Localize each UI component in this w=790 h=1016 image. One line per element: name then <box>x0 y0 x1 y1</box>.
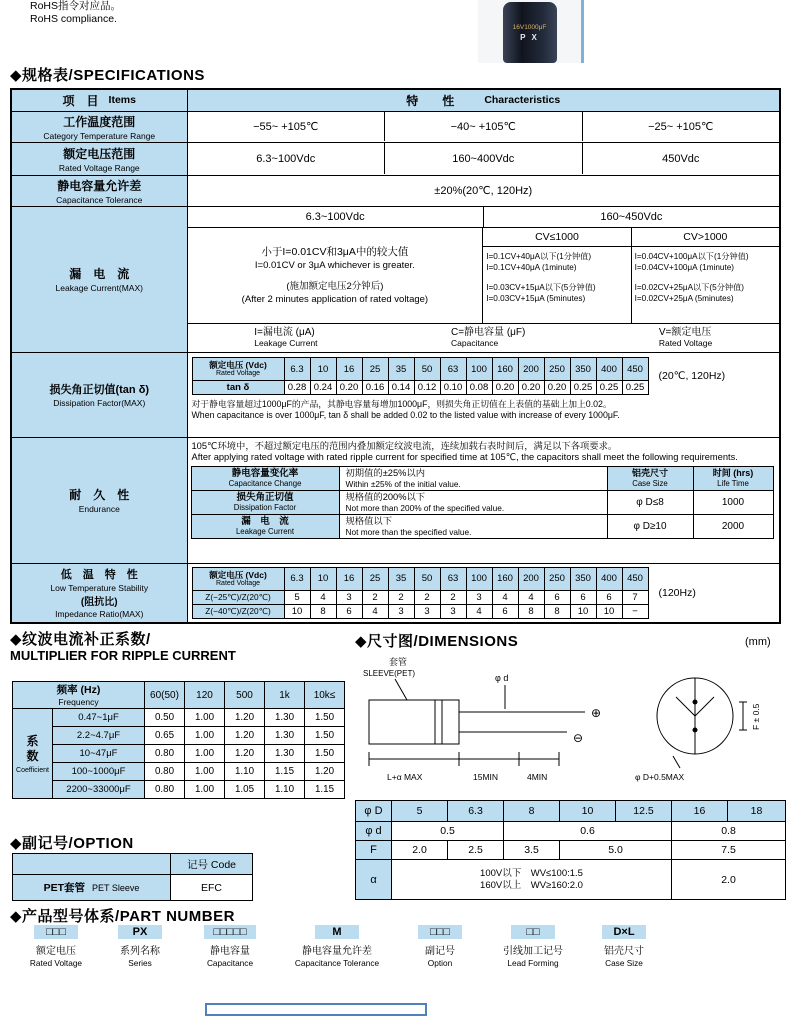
voltage-value-cell: 50 <box>414 358 440 381</box>
lead-spacing-value: 2.5 <box>448 841 504 860</box>
impedance-ratio-cell: − <box>622 604 648 618</box>
segment-label-en: Lead Forming <box>507 958 559 968</box>
tan-delta-value-cell: 0.08 <box>466 381 492 395</box>
volt-range-1: 6.3~100Vdc <box>256 152 316 165</box>
impedance-ratio-cell: 3 <box>440 604 466 618</box>
impedance-ratio-cell: 8 <box>310 604 336 618</box>
legend-item: V=额定电压 Rated Voltage <box>658 327 713 348</box>
characteristics-header-cell: 特 性 Characteristics <box>187 89 780 111</box>
part-number-segment <box>484 925 582 968</box>
segment-label-cn: 引线加工记号 <box>503 946 563 957</box>
specifications-table <box>10 88 781 624</box>
multiplier-value: 1.00 <box>185 745 225 763</box>
cv-spec-line: I=0.02CV+25μA (5minutes) <box>634 294 734 303</box>
dimension-drawing <box>355 652 785 797</box>
impedance-ratio-cell: 2 <box>440 590 466 604</box>
impedance-ratio-cell: 6 <box>336 604 362 618</box>
next-section-cutoff-box <box>205 1003 427 1016</box>
impedance-ratio-cell: 3 <box>414 604 440 618</box>
volt-range-3: 450Vdc <box>582 143 780 174</box>
voltage-value-cell: 400 <box>596 567 622 590</box>
segment-label-en: Rated Voltage <box>29 958 83 968</box>
tan-delta-note: 对于静电容量超过1000μF的产品，其静电容量每增加1000μF，则损失角正切值在上表值的基础上加上0.02。 When capacitance is over 1000μF, tan δ shall be added 0.02 to the listed value with increase of every 1000μF. <box>191 399 620 420</box>
ripple-multiplier-table <box>12 681 345 799</box>
tan-delta-row-label: tan δ <box>192 381 284 395</box>
impedance-ratio-cell: 6 <box>596 590 622 604</box>
tolerance-label: 静电容量允许差 Capacitance Tolerance <box>11 175 187 206</box>
dimensions-title: ◆尺寸图/DIMENSIONS <box>355 633 519 650</box>
tan-delta-value-cell: 0.14 <box>388 381 414 395</box>
lead-diameter-value: 0.8 <box>672 822 786 841</box>
z-minus40-row-label: Z(−40℃)/Z(20℃) <box>192 604 284 618</box>
segment-label-en: Capacitance <box>206 958 254 968</box>
impedance-ratio-cell: 6 <box>492 604 518 618</box>
impedance-ratio-cell: 3 <box>466 590 492 604</box>
rated-voltage-header: 额定电压 (Vdc) Rated Voltage <box>192 567 284 590</box>
segment-label-en: Series <box>128 958 152 968</box>
part-number-box: □□ <box>511 925 555 939</box>
dissipation-factor-content <box>187 352 780 437</box>
part-number-segment <box>278 925 396 968</box>
tan-delta-value-cell: 0.25 <box>570 381 596 395</box>
frequency-column: 120 <box>185 682 225 709</box>
segment-label-cn: 系列名称 <box>120 946 160 957</box>
lead-length-label: 15MIN <box>473 772 499 782</box>
frequency-column: 10k≤ <box>305 682 345 709</box>
impedance-ratio-cell: 8 <box>544 604 570 618</box>
part-number-diagram <box>14 925 666 968</box>
leakage-legend <box>188 323 780 351</box>
multiplier-value: 1.50 <box>305 745 345 763</box>
pet-sleeve-label: PET套管 PET Sleeve <box>13 875 171 901</box>
leakage-range-high: 160~450Vdc <box>483 207 779 227</box>
tan-delta-table <box>192 357 649 395</box>
multiplier-value: 1.00 <box>185 709 225 727</box>
alpha-value-right: 2.0 <box>672 860 786 900</box>
voltage-value-cell: 63 <box>440 567 466 590</box>
impedance-ratio-cell: 6 <box>544 590 570 604</box>
multiplier-value: 1.10 <box>265 781 305 799</box>
multiplier-value: 1.05 <box>225 781 265 799</box>
dimensions-table <box>355 800 786 900</box>
legend-item: C=静电容量 (μF) Capacitance <box>451 327 526 348</box>
lead-spacing-value: 3.5 <box>504 841 560 860</box>
z-minus25-row-label: Z(−25℃)/Z(20℃) <box>192 590 284 604</box>
minus-polarity-icon: ⊖ <box>573 731 584 745</box>
endurance-content <box>187 437 780 563</box>
impedance-ratio-cell: 10 <box>596 604 622 618</box>
impedance-ratio-table <box>192 567 649 619</box>
impedance-ratio-cell: 10 <box>570 604 596 618</box>
tan-delta-value-cell: 0.24 <box>310 381 336 395</box>
segment-label-en: Capacitance Tolerance <box>294 958 380 968</box>
tan-delta-value-cell: 0.20 <box>544 381 570 395</box>
endurance-requirement: 规格值以下 Not more than the specified value. <box>339 514 607 538</box>
multiplier-value: 1.00 <box>185 763 225 781</box>
voltage-value-cell: 450 <box>622 567 648 590</box>
voltage-value-cell: 10 <box>310 358 336 381</box>
impedance-ratio-cell: 4 <box>518 590 544 604</box>
part-number-box: D×L <box>602 925 646 939</box>
voltage-value-cell: 35 <box>388 567 414 590</box>
part-number-title: ◆产品型号体系/PART NUMBER <box>10 908 235 925</box>
tan-delta-value-cell: 0.28 <box>284 381 310 395</box>
voltage-value-cell: 350 <box>570 567 596 590</box>
impedance-ratio-cell: 4 <box>492 590 518 604</box>
lead-spacing-value: 7.5 <box>672 841 786 860</box>
voltage-value-cell: 250 <box>544 358 570 381</box>
option-blank-cell <box>13 854 171 875</box>
segment-label-cn: 静电容量允许差 <box>302 946 372 957</box>
capacitance-range: 0.47~1μF <box>53 709 145 727</box>
rohs-note-en: RoHS compliance. <box>30 13 117 25</box>
pet-sleeve-code: EFC <box>171 875 253 901</box>
lead-tip-label: 4MIN <box>527 772 548 782</box>
tan-delta-value-cell: 0.20 <box>518 381 544 395</box>
part-number-segment <box>582 925 666 968</box>
voltage-value-cell: 16 <box>336 358 362 381</box>
capacitance-range: 2200~33000μF <box>53 781 145 799</box>
capacitance-range: 100~1000μF <box>53 763 145 781</box>
cv-spec-line: I=0.1CV+40μA (1minute) <box>486 263 577 272</box>
tan-delta-value-cell: 0.12 <box>414 381 440 395</box>
tan-delta-value-cell: 0.20 <box>336 381 362 395</box>
impedance-ratio-cell: 3 <box>336 590 362 604</box>
part-number-box: □□□ <box>418 925 462 939</box>
sleeve-label-en: SLEEVE(PET) <box>363 669 416 678</box>
code-header: 记号 Code <box>171 854 253 875</box>
voltage-value-cell: 16 <box>336 567 362 590</box>
leakage-low-voltage-spec <box>188 228 484 323</box>
cv-low-header: CV≤1000 <box>535 231 579 243</box>
capacitor-photo <box>478 0 584 63</box>
sleeve-label-cn: 套管 <box>389 657 408 667</box>
case-diameter-value: 18 <box>728 801 786 822</box>
part-number-segment <box>98 925 182 968</box>
multiplier-value: 1.00 <box>185 781 225 799</box>
leakage-current-content <box>187 206 780 352</box>
leakage-current-label: 漏 电 流 Leakage Current(MAX) <box>11 206 187 352</box>
voltage-value-cell: 63 <box>440 358 466 381</box>
endurance-item: 损失角正切值 Dissipation Factor <box>191 490 339 514</box>
voltage-value-cell: 100 <box>466 358 492 381</box>
part-number-box: PX <box>118 925 162 939</box>
segment-label-cn: 副记号 <box>425 946 455 957</box>
part-number-box: □□□ <box>34 925 78 939</box>
case-diameter-value: 10 <box>560 801 616 822</box>
cv-high-spec <box>631 247 779 323</box>
voltage-value-cell: 6.3 <box>284 358 310 381</box>
tan-delta-condition: (20℃, 120Hz) <box>658 370 726 382</box>
voltage-range-label: 额定电压范围 Rated Voltage Range <box>11 142 187 175</box>
case-diameter-value: 16 <box>672 801 728 822</box>
option-table <box>12 853 253 901</box>
cv-spec-line: I=0.1CV+40μA以下(1分钟值) <box>486 252 592 261</box>
cv-spec-line: I=0.02CV+25μA以下(5分钟值) <box>634 283 745 292</box>
voltage-value-cell: 160 <box>492 358 518 381</box>
capacitance-range: 2.2~4.7μF <box>53 727 145 745</box>
specifications-title: ◆规格表/SPECIFICATIONS <box>10 67 205 84</box>
impedance-ratio-cell: 6 <box>570 590 596 604</box>
tan-delta-value-cell: 0.20 <box>492 381 518 395</box>
cv-spec-line: I=0.04CV+100μA (1minute) <box>634 263 735 272</box>
multiplier-value: 0.65 <box>145 727 185 745</box>
impedance-ratio-cell: 2 <box>362 590 388 604</box>
voltage-value-cell: 450 <box>622 358 648 381</box>
tan-delta-value-cell: 0.25 <box>622 381 648 395</box>
temp-range-3: −25~ +105℃ <box>582 112 780 141</box>
multiplier-value: 1.20 <box>225 709 265 727</box>
endurance-intro: 105℃环境中，不超过额定电压的范围内叠加额定纹波电流，连续加载右表时间后，满足以下各项要求。 After applying rated voltage with rated ripple current for specified time at 105℃, the capacitors shall meet the following requirements. <box>191 440 738 462</box>
tan-delta-value-cell: 0.10 <box>440 381 466 395</box>
impedance-ratio-cell: 4 <box>310 590 336 604</box>
life-time-value: 1000 <box>693 490 773 514</box>
voltage-range-values <box>187 142 780 175</box>
segment-label-cn: 铝壳尺寸 <box>604 946 644 957</box>
part-number-segment <box>14 925 98 968</box>
impedance-ratio-cell: 4 <box>362 604 388 618</box>
endurance-requirement: 规格值的200%以下 Not more than 200% of the specified value. <box>339 490 607 514</box>
voltage-value-cell: 100 <box>466 567 492 590</box>
part-number-segment <box>182 925 278 968</box>
voltage-value-cell: 160 <box>492 567 518 590</box>
case-size-value: φ D≤8 <box>607 490 693 514</box>
endurance-requirement: 初期值的±25%以内 Within ±25% of the initial value. <box>339 466 607 490</box>
endurance-label: 耐 久 性 Endurance <box>11 437 187 563</box>
voltage-value-cell: 25 <box>362 567 388 590</box>
temp-range-1: −55~ +105℃ <box>253 121 319 133</box>
lead-spacing-value: 5.0 <box>560 841 672 860</box>
life-time-header: 时间 (hrs) Life Time <box>693 466 773 490</box>
cv-high-header: CV>1000 <box>631 228 779 246</box>
lead-diameter-value: 0.5 <box>392 822 504 841</box>
voltage-value-cell: 35 <box>388 358 414 381</box>
multiplier-value: 0.80 <box>145 745 185 763</box>
alpha-row-label: α <box>356 860 392 900</box>
impedance-condition: (120Hz) <box>658 586 696 599</box>
multiplier-value: 1.00 <box>185 727 225 745</box>
voltage-value-cell: 350 <box>570 358 596 381</box>
case-diameter-row-label: φ D <box>356 801 392 822</box>
voltage-value-cell: 50 <box>414 567 440 590</box>
segment-label-en: Case Size <box>605 958 643 968</box>
endurance-item: 漏 电 流 Leakage Current <box>191 514 339 538</box>
frequency-column: 60(50) <box>145 682 185 709</box>
leakage-spec-line: (施加额定电压2分钟后) <box>286 280 384 292</box>
voltage-value-cell: 10 <box>310 567 336 590</box>
voltage-value-cell: 25 <box>362 358 388 381</box>
frequency-column: 1k <box>265 682 305 709</box>
voltage-value-cell: 6.3 <box>284 567 310 590</box>
voltage-value-cell: 200 <box>518 358 544 381</box>
segment-label-cn: 静电容量 <box>210 946 250 957</box>
tan-delta-value-cell: 0.25 <box>596 381 622 395</box>
multiplier-value: 1.20 <box>225 745 265 763</box>
voltage-value-cell: 400 <box>596 358 622 381</box>
cv-spec-line: I=0.03CV+15μA以下(5分钟值) <box>486 283 596 292</box>
leakage-range-low: 6.3~100Vdc <box>305 211 365 223</box>
part-number-box: M <box>315 925 359 939</box>
dissipation-factor-label: 损失角正切值(tan δ) Dissipation Factor(MAX) <box>11 352 187 437</box>
multiplier-value: 1.50 <box>305 727 345 745</box>
impedance-ratio-cell: 7 <box>622 590 648 604</box>
life-time-value: 2000 <box>693 514 773 538</box>
rohs-note-cn: RoHS指令对应品。 <box>30 0 122 12</box>
multiplier-value: 1.20 <box>225 727 265 745</box>
lead-spacing-value: 2.0 <box>392 841 448 860</box>
voltage-value-cell: 250 <box>544 567 570 590</box>
low-temperature-label: 低 温 特 性 Low Temperature Stability (阻抗比) Impedance Ratio(MAX) <box>11 563 187 623</box>
cv-spec-line: I=0.04CV+100μA以下(1分钟值) <box>634 252 749 261</box>
lead-spacing-label: F ± 0.5 <box>751 703 761 730</box>
case-diameter-value: 6.3 <box>448 801 504 822</box>
temp-range-2: −40~ +105℃ <box>384 112 582 141</box>
option-title: ◆副记号/OPTION <box>10 835 134 852</box>
tolerance-value: ±20%(20℃, 120Hz) <box>187 175 780 206</box>
multiplier-value: 1.15 <box>305 781 345 799</box>
case-diameter-label: φ D+0.5MAX <box>635 772 685 782</box>
impedance-ratio-cell: 10 <box>284 604 310 618</box>
lead-diameter-value: 0.6 <box>504 822 672 841</box>
endurance-table <box>191 466 774 539</box>
multiplier-value: 1.10 <box>225 763 265 781</box>
leakage-spec-line: 小于I=0.01CV和3μA中的较大值 <box>261 245 409 258</box>
rated-voltage-header: 额定电压 (Vdc) Rated Voltage <box>192 358 284 381</box>
multiplier-value: 0.50 <box>145 709 185 727</box>
impedance-ratio-cell: 4 <box>466 604 492 618</box>
items-header-cell: 项 目 Items <box>11 89 187 111</box>
lead-diameter-row-label: φ d <box>356 822 392 841</box>
voltage-value-cell: 200 <box>518 567 544 590</box>
multiplier-value: 1.30 <box>265 745 305 763</box>
tan-delta-value-cell: 0.16 <box>362 381 388 395</box>
multiplier-value: 1.50 <box>305 709 345 727</box>
part-number-box: □□□□□ <box>204 925 255 939</box>
lead-diameter-label: φ d <box>495 673 509 683</box>
capacitor-series-marking: P X <box>520 32 539 42</box>
capacitor-marking: 16V1000μF <box>512 23 547 31</box>
impedance-ratio-cell: 2 <box>414 590 440 604</box>
impedance-ratio-cell: 5 <box>284 590 310 604</box>
leakage-spec-line: I=0.01CV or 3μA whichever is greater. <box>254 259 415 271</box>
multiplier-value: 1.20 <box>305 763 345 781</box>
frequency-header: 频率 (Hz) Frequency <box>13 682 145 709</box>
temperature-range-label: 工作温度范围 Category Temperature Range <box>11 111 187 142</box>
case-diameter-value: 8 <box>504 801 560 822</box>
plus-polarity-icon: ⊕ <box>591 706 602 720</box>
legend-item: I=漏电流 (μA) Leakage Current <box>254 327 318 348</box>
ripple-title-en: MULTIPLIER FOR RIPPLE CURRENT <box>10 648 236 663</box>
impedance-ratio-cell: 2 <box>388 590 414 604</box>
segment-label-cn: 额定电压 <box>36 946 76 957</box>
dimensions-unit: (mm) <box>745 636 771 648</box>
impedance-ratio-cell: 3 <box>388 604 414 618</box>
endurance-item: 静电容量变化率 Capacitance Change <box>191 466 339 490</box>
multiplier-value: 1.15 <box>265 763 305 781</box>
part-number-segment <box>396 925 484 968</box>
ripple-title-cn: ◆纹波电流补正系数/ <box>10 631 151 648</box>
segment-label-en: Option <box>427 958 453 968</box>
impedance-ratio-cell: 8 <box>518 604 544 618</box>
case-size-value: φ D≥10 <box>607 514 693 538</box>
cv-low-spec <box>483 247 630 323</box>
volt-range-2: 160~400Vdc <box>384 143 582 174</box>
low-temperature-content <box>187 563 780 623</box>
case-diameter-value: 5 <box>392 801 448 822</box>
multiplier-value: 0.80 <box>145 781 185 799</box>
cv-spec-line: I=0.03CV+15μA (5minutes) <box>486 294 586 303</box>
alpha-value-left: 100V以下 WV≤100:1.5 160V以上 WV≥160:2.0 <box>392 860 672 900</box>
multiplier-value: 1.30 <box>265 727 305 745</box>
temperature-range-values <box>187 111 780 142</box>
lead-spacing-row-label: F <box>356 841 392 860</box>
capacitance-range: 10~47μF <box>53 745 145 763</box>
body-length-label: L+α MAX <box>387 772 423 782</box>
case-size-header: 铝壳尺寸 Case Size <box>607 466 693 490</box>
coefficient-label: 系数 Coefficient <box>13 709 53 799</box>
capacitor-image <box>503 2 557 63</box>
rohs-note <box>30 0 121 26</box>
frequency-column: 500 <box>225 682 265 709</box>
multiplier-value: 0.80 <box>145 763 185 781</box>
multiplier-value: 1.30 <box>265 709 305 727</box>
case-diameter-value: 12.5 <box>616 801 672 822</box>
leakage-spec-line: (After 2 minutes application of rated voltage) <box>241 293 429 305</box>
